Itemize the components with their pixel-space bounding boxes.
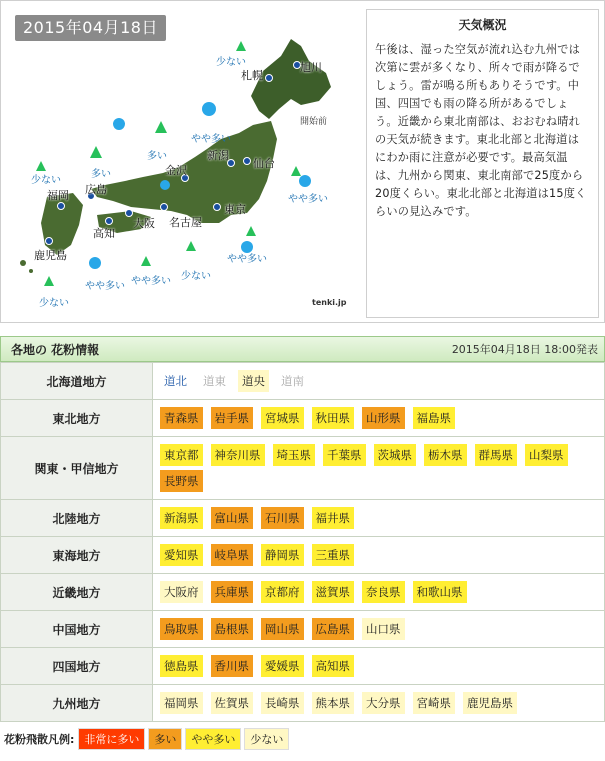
level-label-niigata: やや多い	[191, 134, 231, 145]
prefecture-link[interactable]: 静岡県	[261, 544, 304, 566]
prefecture-link[interactable]: 鳥取県	[160, 618, 203, 640]
prefecture-link[interactable]: 山梨県	[525, 444, 568, 466]
prefecture-link[interactable]: 長崎県	[261, 692, 304, 714]
legend-low: 少ない	[244, 728, 289, 750]
prefecture-link[interactable]: 大分県	[362, 692, 405, 714]
region-prefectures	[153, 437, 605, 500]
city-label-asahikawa[interactable]: 旭川	[300, 61, 322, 74]
prefecture-link[interactable]: 愛知県	[160, 544, 203, 566]
city-label-kochi[interactable]: 高知	[93, 227, 115, 240]
region-row	[1, 437, 605, 500]
city-label-not-started: 開始前	[300, 117, 328, 127]
region-prefectures	[153, 611, 605, 648]
prefecture-link[interactable]: 青森県	[160, 407, 203, 429]
region-row	[1, 400, 605, 437]
pollen-section	[0, 336, 605, 752]
pollen-header	[0, 336, 605, 362]
prefecture-link[interactable]: 和歌山県	[413, 581, 467, 603]
region-name: 東海地方	[1, 537, 153, 574]
summary-title: 天気概況	[458, 18, 507, 32]
prefecture-link[interactable]: 石川県	[261, 507, 304, 529]
level-label-kochi: やや多い	[131, 276, 171, 287]
legend-very-high: 非常に多い	[78, 728, 145, 750]
legend-label: 花粉飛散凡例:	[4, 733, 75, 746]
region-prefectures	[153, 537, 605, 574]
legend-moderate: やや多い	[185, 728, 241, 750]
pollen-title: 各地の 花粉情報	[11, 342, 100, 357]
level-label-kagoshima: 少ない	[39, 298, 69, 309]
region-name: 東北地方	[1, 400, 153, 437]
prefecture-link[interactable]: 岡山県	[261, 618, 304, 640]
prefecture-link[interactable]: 岩手県	[211, 407, 254, 429]
city-label-sapporo[interactable]: 札幌	[241, 69, 263, 82]
level-label-kinki: 少ない	[181, 271, 211, 282]
prefecture-link[interactable]: 神奈川県	[211, 444, 265, 466]
city-label-nagoya[interactable]: 名古屋	[169, 216, 202, 229]
prefecture-link[interactable]: 広島県	[312, 618, 355, 640]
prefecture-link[interactable]: 高知県	[312, 655, 355, 677]
region-row	[1, 363, 605, 400]
weather-panel	[0, 0, 605, 323]
prefecture-link[interactable]: 茨城県	[374, 444, 417, 466]
prefecture-link[interactable]: 島根県	[211, 618, 254, 640]
prefecture-link[interactable]: 三重県	[312, 544, 355, 566]
prefecture-link[interactable]: 長野県	[160, 470, 203, 492]
prefecture-link[interactable]: 道南	[281, 374, 304, 388]
prefecture-link[interactable]: 宮崎県	[413, 692, 456, 714]
level-label-hokkaido: 少ない	[216, 57, 246, 68]
prefecture-link[interactable]: 福井県	[312, 507, 355, 529]
prefecture-link[interactable]: 新潟県	[160, 507, 203, 529]
legend-high: 多い	[148, 728, 182, 750]
city-label-hiroshima[interactable]: 広島	[85, 183, 107, 196]
prefecture-link[interactable]: 宮城県	[261, 407, 304, 429]
japan-pollen-map[interactable]	[1, 1, 361, 321]
region-name: 関東・甲信地方	[1, 437, 153, 500]
prefecture-link[interactable]: 福岡県	[160, 692, 203, 714]
prefecture-link[interactable]: 富山県	[211, 507, 254, 529]
region-name: 近畿地方	[1, 574, 153, 611]
prefecture-link[interactable]: 道央	[238, 370, 269, 392]
prefecture-link[interactable]: 岐阜県	[211, 544, 254, 566]
pollen-legend	[0, 726, 605, 752]
region-prefectures	[153, 363, 605, 400]
pollen-issued-time: 2015年04月18日 18:00発表	[451, 343, 598, 356]
region-name: 九州地方	[1, 685, 153, 722]
prefecture-link[interactable]: 東京都	[160, 444, 203, 466]
prefecture-link[interactable]: 千葉県	[323, 444, 366, 466]
region-prefectures	[153, 685, 605, 722]
city-label-sendai[interactable]: 仙台	[253, 157, 275, 170]
level-label-chugoku: 多い	[91, 169, 111, 180]
city-label-osaka[interactable]: 大阪	[133, 217, 155, 230]
level-label-kyushu-north: 少ない	[31, 175, 61, 186]
region-row	[1, 574, 605, 611]
city-label-niigata[interactable]: 新潟	[207, 149, 229, 162]
map-credit: tenki.jp	[312, 298, 347, 307]
summary-text: 午後は、湿った空気が流れ込む九州では次第に雲が多くなり、所々で雨が降るでしょう。雷が鳴る所もありそうです。中国、四国でも雨の降る所があるでしょう。近畿から東北南部は、おおむね晴れの天気が続きます。東北北部と北海道はにわか雨に注意が必要です。最高気温は、九州から関東、東北南部で25度から20度くらい。東北北部と北海道は15度くらいの見込みです。	[375, 43, 587, 218]
prefecture-link[interactable]: 香川県	[211, 655, 254, 677]
prefecture-link[interactable]: 山形県	[362, 407, 405, 429]
hokkaido-landmass	[251, 39, 331, 119]
prefecture-link[interactable]: 兵庫県	[211, 581, 254, 603]
prefecture-link[interactable]: 埼玉県	[273, 444, 316, 466]
prefecture-link[interactable]: 奈良県	[362, 581, 405, 603]
prefecture-link[interactable]: 山口県	[362, 618, 405, 640]
level-label-shikoku: やや多い	[85, 281, 125, 292]
prefecture-link[interactable]: 道東	[203, 374, 226, 388]
prefecture-link[interactable]: 徳島県	[160, 655, 203, 677]
prefecture-link[interactable]: 群馬県	[475, 444, 518, 466]
region-prefectures	[153, 500, 605, 537]
weather-summary	[366, 9, 599, 318]
region-name: 北海道地方	[1, 363, 153, 400]
region-prefectures	[153, 648, 605, 685]
prefecture-link[interactable]: 熊本県	[312, 692, 355, 714]
prefecture-link[interactable]: 秋田県	[312, 407, 355, 429]
level-label-tokai: やや多い	[227, 254, 267, 265]
region-row	[1, 500, 605, 537]
region-name: 四国地方	[1, 648, 153, 685]
city-label-tokyo[interactable]: 東京	[224, 203, 246, 216]
prefecture-link[interactable]: 佐賀県	[211, 692, 254, 714]
region-prefectures	[153, 400, 605, 437]
level-label-hokuriku: 多い	[147, 151, 167, 162]
pollen-region-table	[0, 362, 605, 722]
region-name: 北陸地方	[1, 500, 153, 537]
region-row	[1, 611, 605, 648]
prefecture-link[interactable]: 福島県	[413, 407, 456, 429]
prefecture-link[interactable]: 京都府	[261, 581, 304, 603]
region-prefectures	[153, 574, 605, 611]
city-label-kanazawa[interactable]: 金沢	[165, 164, 187, 177]
prefecture-link[interactable]: 滋賀県	[312, 581, 355, 603]
prefecture-link[interactable]: 鹿児島県	[463, 692, 517, 714]
city-label-kagoshima[interactable]: 鹿児島	[34, 249, 67, 262]
level-label-kanto: やや多い	[288, 194, 328, 205]
region-row	[1, 648, 605, 685]
prefecture-link[interactable]: 愛媛県	[261, 655, 304, 677]
region-row	[1, 537, 605, 574]
city-label-fukuoka[interactable]: 福岡	[47, 189, 69, 202]
prefecture-link[interactable]: 栃木県	[424, 444, 467, 466]
prefecture-link[interactable]: 大阪府	[160, 581, 203, 603]
region-name: 中国地方	[1, 611, 153, 648]
map-date: 2015年04月18日	[15, 15, 166, 41]
prefecture-link[interactable]: 道北	[164, 374, 187, 388]
region-row	[1, 685, 605, 722]
